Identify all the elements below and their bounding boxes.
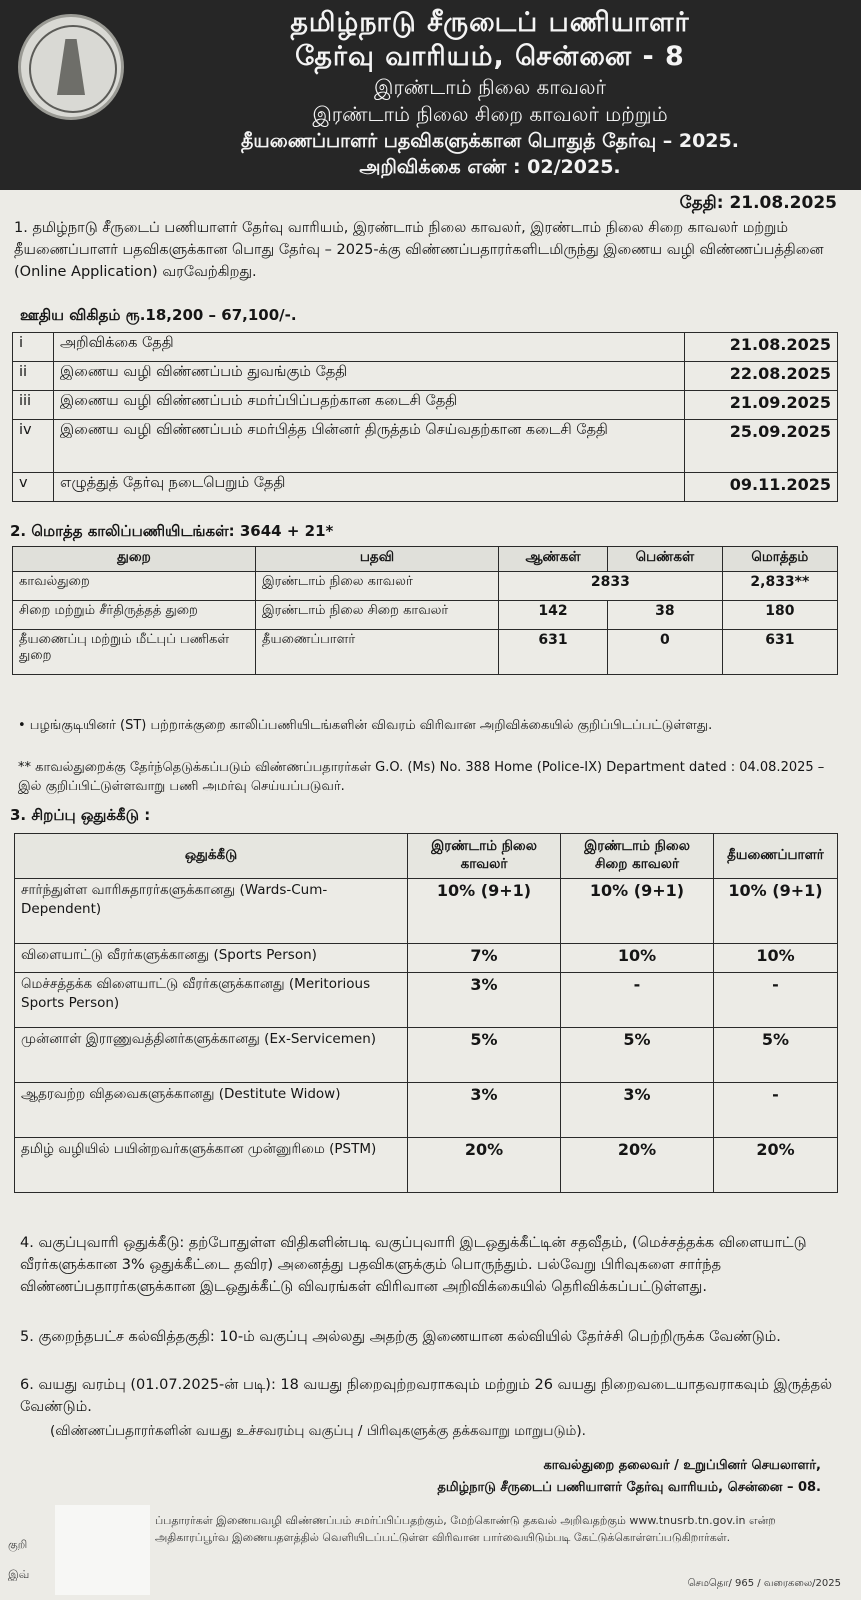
pay-scale: ஊதிய விகிதம் ரூ.18,200 – 67,100/-. [20, 306, 297, 324]
table-row: i அறிவிக்கை தேதி 21.08.2025 [13, 333, 838, 362]
age-limit-para: 6. வயது வரம்பு (01.07.2025-ன் படி): 18 வயது நிறைவுற்றவராகவும் மற்றும் 26 வயது நிறைவடையாதவராகவும் இருத்தல் வேண்டும். [20, 1377, 833, 1415]
vacancy-table: துறை பதவி ஆண்கள் பெண்கள் மொத்தம் காவல்துறை இரண்டாம் நிலை காவலர் 2833 2,833** சிறை மற்றும் சீர்திருத்தத் துறை இரண்டாம் நிலை சிறை காவலர் 142 38 180 தீயணைப்பு மற்றும் மீட்புப் பணிகள் துறை தீயணைப்பாளர் 631 0 631 [12, 546, 838, 675]
reservation-title: 3. சிறப்பு ஒதுக்கீடு : [10, 806, 151, 824]
police-posting-note: ** காவல்துறைக்கு தேர்ந்தெடுக்கப்படும் விண்ணப்பதாரர்கள் G.O. (Ms) No. 388 Home (Police-IX) Department dated : 04.08.2025 – இல் குறிப்பிட்டுள்ளவாறு பணி அமர்வு செய்யப்படுவர். [18, 760, 825, 794]
table-row: முன்னாள் இராணுவத்தினர்களுக்கானது (Ex-Servicemen) 5% 5% 5% [15, 1028, 838, 1083]
header-line-2: தேர்வு வாரியம், சென்னை - 8 [295, 41, 685, 72]
signatory-title: காவல்துறை தலைவர் / உறுப்பினர் செயலாளர், [543, 1458, 821, 1473]
footer-note: ப்பதாரர்கள் இணையவழி விண்ணப்பம் சமர்ப்பிப்பதற்கும், மேற்கொண்டு தகவல் அறிவதற்கும் www.tnusrb.tn.gov.in என்ற அதிகாரப்பூர்வ இணையதளத்தில் வெளியிடப்பட்டுள்ள விரிவான பார்வையிடும்படி கேட்டுக்கொள்ளப்படுகிறார்கள். [155, 1514, 776, 1544]
table-row: காவல்துறை இரண்டாம் நிலை காவலர் 2833 2,833** [13, 572, 838, 601]
age-relaxation-note: (விண்ணப்பதாரர்களின் வயது உச்சவரம்பு வகுப்பு / பிரிவுகளுக்கு தக்கவாறு மாறுபடும்). [50, 1423, 586, 1439]
corner-text-1: குறி [8, 1538, 28, 1551]
header-line-5: தீயணைப்பாளர் பதவிகளுக்கான பொதுத் தேர்வு – 2025. [241, 130, 739, 152]
table-row: ஆதரவற்ற விதவைகளுக்கானது (Destitute Widow) 3% 3% - [15, 1083, 838, 1138]
tamilnadu-emblem-icon [18, 14, 124, 120]
table-row: தமிழ் வழியில் பயின்றவர்களுக்கான முன்னுரிமை (PSTM) 20% 20% 20% [15, 1138, 838, 1193]
vacancy-title: 2. மொத்த காலிப்பணியிடங்கள்: 3644 + 21* [10, 522, 334, 540]
table-row: iv இணைய வழி விண்ணப்பம் சமர்பித்த பின்னர் திருத்தம் செய்வதற்கான கடைசி தேதி 25.09.2025 [13, 420, 838, 473]
header-line-1: தமிழ்நாடு சீருடைப் பணியாளர் [290, 7, 690, 38]
table-row: சார்ந்துள்ள வாரிசுதாரர்களுக்கானது (Wards-Cum-Dependent) 10% (9+1) 10% (9+1) 10% (9+1) [15, 879, 838, 944]
signatory-block [437, 1455, 821, 1499]
communal-reservation-para: 4. வகுப்புவாரி ஒதுக்கீடு: தற்போதுள்ள விதிகளின்படி வகுப்புவாரி இடஒதுக்கீட்டின் சதவீதம், (மெச்சத்தக்க விளையாட்டு வீரர்களுக்கான 3% ஒதுக்கீட்டை தவிர) அனைத்து பதவிகளுக்கும் பொருந்தும். பல்வேறு பிரிவுகளை சார்ந்த விண்ணப்பதாரர்களுக்கான இடஒதுக்கீட்டு விவரங்கள் விரிவான அறிவிக்கையில் தெரிவிக்கப்பட்டுள்ளது. [20, 1235, 807, 1295]
education-para: 5. குறைந்தபட்ச கல்வித்தகுதி: 10-ம் வகுப்பு அல்லது அதற்கு இணையான கல்வியில் தேர்ச்சி பெற்றிருக்க வேண்டும். [20, 1329, 781, 1345]
notice-header [0, 0, 861, 190]
footer-reference: செமதொ/ 965 / வரைகலை/2025 [687, 1578, 841, 1589]
corner-text-2: இவ் [8, 1568, 30, 1581]
table-row: மெச்சத்தக்க விளையாட்டு வீரர்களுக்கானது (Meritorious Sports Person) 3% - - [15, 973, 838, 1028]
table-row: v எழுத்துத் தேர்வு நடைபெறும் தேதி 09.11.2025 [13, 473, 838, 502]
table-row: விளையாட்டு வீரர்களுக்கானது (Sports Person) 7% 10% 10% [15, 944, 838, 973]
intro-paragraph: 1. தமிழ்நாடு சீருடைப் பணியாளர் தேர்வு வாரியம், இரண்டாம் நிலை காவலர், இரண்டாம் நிலை சிறை காவலர் மற்றும் தீயணைப்பாளர் பதவிகளுக்கான பொது தேர்வு – 2025-க்கு விண்ணப்பதாரர்களிடமிருந்து இணைய வழி விண்ணப்பத்தினை (Online Application) வரவேற்கிறது. [14, 220, 824, 280]
table-row: ii இணைய வழி விண்ணப்பம் துவங்கும் தேதி 22.08.2025 [13, 362, 838, 391]
table-row: iii இணைய வழி விண்ணப்பம் சமர்ப்பிப்பதற்கான கடைசி தேதி 21.09.2025 [13, 391, 838, 420]
notice-date: தேதி: 21.08.2025 [679, 193, 837, 213]
dates-table [12, 332, 838, 502]
table-row: தீயணைப்பு மற்றும் மீட்புப் பணிகள் துறை தீயணைப்பாளர் 631 0 631 [13, 630, 838, 675]
table-row: சிறை மற்றும் சீர்திருத்தத் துறை இரண்டாம் நிலை சிறை காவலர் 142 38 180 [13, 601, 838, 630]
signatory-office: தமிழ்நாடு சீருடைப் பணியாளர் தேர்வு வாரியம், சென்னை – 08. [437, 1480, 821, 1495]
notification-number: அறிவிக்கை எண் : 02/2025. [359, 156, 621, 178]
header-line-4: இரண்டாம் நிலை சிறை காவலர் மற்றும் [312, 102, 668, 126]
reservation-table: ஒதுக்கீடு இரண்டாம் நிலை காவலர் இரண்டாம் நிலை சிறை காவலர் தீயணைப்பாளர் சார்ந்துள்ள வாரிசுதாரர்களுக்கானது (Wards-Cum-Dependent) 10% (9+1) 10% (9+1) 10% (9+1) விளையாட்டு வீரர்களுக்கானது (Sports Person) 7% 10% 10% மெச்சத்தக்க விளையாட்டு வீரர்களுக்கானது (Meritorious Sports Person) 3% - - முன்னாள் இராணுவத்தினர்களுக்கானது (Ex-Servicemen) 5% 5% 5% ஆதரவற்ற விதவைகளுக்கானது (Destitute Widow) 3% 3% - தமிழ் வழியில் பயின்றவர்களுக்கான முன்னுரிமை (PSTM) 20% 20% 20% [14, 833, 838, 1193]
blurred-region [55, 1505, 150, 1595]
st-note: • பழங்குடியினர் (ST) பற்றாக்குறை காலிப்பணியிடங்களின் விவரம் விரிவான அறிவிக்கையில் குறிப்பிடப்பட்டுள்ளது. [18, 718, 713, 733]
header-line-3: இரண்டாம் நிலை காவலர் [374, 75, 606, 99]
